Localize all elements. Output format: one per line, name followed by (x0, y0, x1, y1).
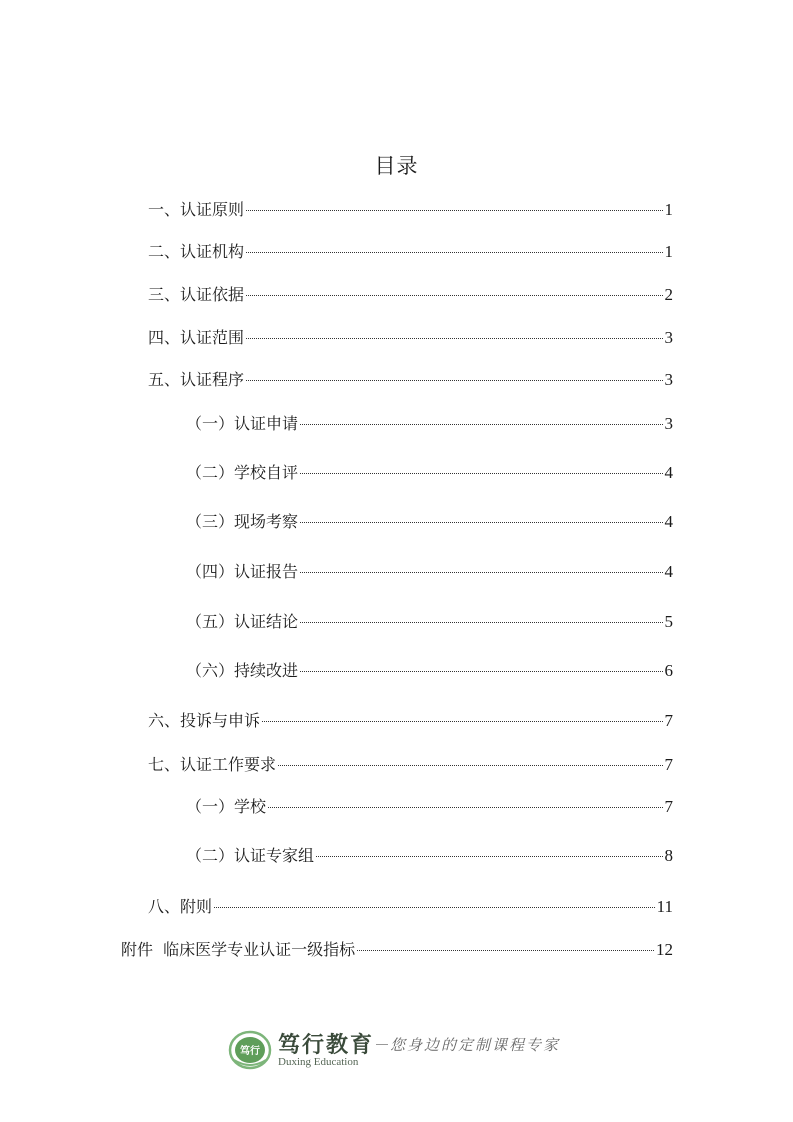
toc-entry-page: 4 (664, 463, 673, 482)
toc-entry-page: 1 (664, 242, 673, 261)
toc-leader (246, 252, 662, 253)
toc-entry-label: 七、认证工作要求 (148, 755, 277, 774)
brand-name: 笃行教育 (278, 1032, 375, 1058)
toc-entry[interactable] (148, 242, 673, 262)
toc-entry-label: （三）现场考察 (186, 512, 299, 531)
toc-entry-page: 5 (664, 612, 673, 631)
toc-entry[interactable] (148, 370, 673, 390)
toc-leader (300, 572, 662, 573)
brand-logo-icon (228, 1030, 272, 1070)
toc-entry[interactable] (186, 846, 673, 866)
brand-english-name: Duxing Education (278, 1056, 359, 1068)
toc-entry-label: 附件 临床医学专业认证一级指标 (121, 940, 356, 959)
logo-text: 笃行 (240, 1046, 260, 1057)
toc-entry-label: （一）认证申请 (186, 414, 299, 433)
toc-entry[interactable] (186, 661, 673, 681)
toc-entry-label: （六）持续改进 (186, 661, 299, 680)
toc-entry-page: 4 (664, 562, 673, 581)
toc-entry-label: （四）认证报告 (186, 562, 299, 581)
toc-leader (300, 622, 662, 623)
toc-leader (300, 473, 662, 474)
toc-entry-page: 6 (664, 661, 673, 680)
page-title: 目录 (374, 154, 419, 178)
toc-leader (262, 721, 662, 722)
toc-entry[interactable] (148, 755, 673, 775)
toc-entry-label: 八、附则 (148, 897, 213, 916)
toc-entry-page: 1 (664, 200, 673, 219)
brand-slogan: 您身边的定制课程专家 (390, 1036, 561, 1054)
toc-leader (246, 338, 662, 339)
toc-entry-label: 四、认证范围 (148, 328, 245, 347)
toc-entry[interactable] (186, 612, 673, 632)
toc-entry-page: 7 (664, 797, 673, 816)
toc-entry-page: 7 (664, 711, 673, 730)
toc-entry-page: 8 (664, 846, 673, 865)
toc-entry[interactable] (148, 897, 673, 917)
toc-entry-page: 4 (664, 512, 673, 531)
toc-entry[interactable] (186, 562, 673, 582)
toc-entry-label: 六、投诉与申诉 (148, 711, 261, 730)
toc-entry[interactable] (148, 711, 673, 731)
toc-entry-page: 12 (656, 940, 673, 959)
toc-leader (316, 856, 662, 857)
toc-entry-page: 3 (664, 370, 673, 389)
toc-entry[interactable] (186, 797, 673, 817)
toc-entry[interactable] (186, 414, 673, 434)
toc-entry-page: 7 (664, 755, 673, 774)
footer-branding (228, 1028, 588, 1074)
toc-entry-label: 一、认证原则 (148, 200, 245, 219)
toc-leader (268, 807, 662, 808)
toc-entry-label: 五、认证程序 (148, 370, 245, 389)
toc-leader (246, 380, 662, 381)
toc-leader (246, 295, 662, 296)
toc-entry-label: （二）认证专家组 (186, 846, 315, 865)
toc-entry-label: （一）学校 (186, 797, 267, 816)
toc-entry-page: 3 (664, 414, 673, 433)
toc-entry-page: 11 (656, 897, 673, 916)
slogan-divider (376, 1044, 388, 1045)
toc-entry[interactable] (148, 285, 673, 305)
toc-entry-label: （五）认证结论 (186, 612, 299, 631)
toc-entry[interactable] (121, 940, 673, 960)
toc-leader (357, 950, 654, 951)
toc-leader (214, 907, 655, 908)
toc-leader (246, 210, 662, 211)
toc-leader (300, 522, 662, 523)
toc-entry-page: 3 (664, 328, 673, 347)
toc-entry[interactable] (186, 512, 673, 532)
toc-leader (278, 765, 662, 766)
toc-entry[interactable] (186, 463, 673, 483)
toc-leader (300, 424, 662, 425)
toc-leader (300, 671, 662, 672)
toc-entry-page: 2 (664, 285, 673, 304)
toc-entry[interactable] (148, 200, 673, 220)
toc-entry-label: （二）学校自评 (186, 463, 299, 482)
toc-entry[interactable] (148, 328, 673, 348)
toc-entry-label: 三、认证依据 (148, 285, 245, 304)
toc-entry-label: 二、认证机构 (148, 242, 245, 261)
